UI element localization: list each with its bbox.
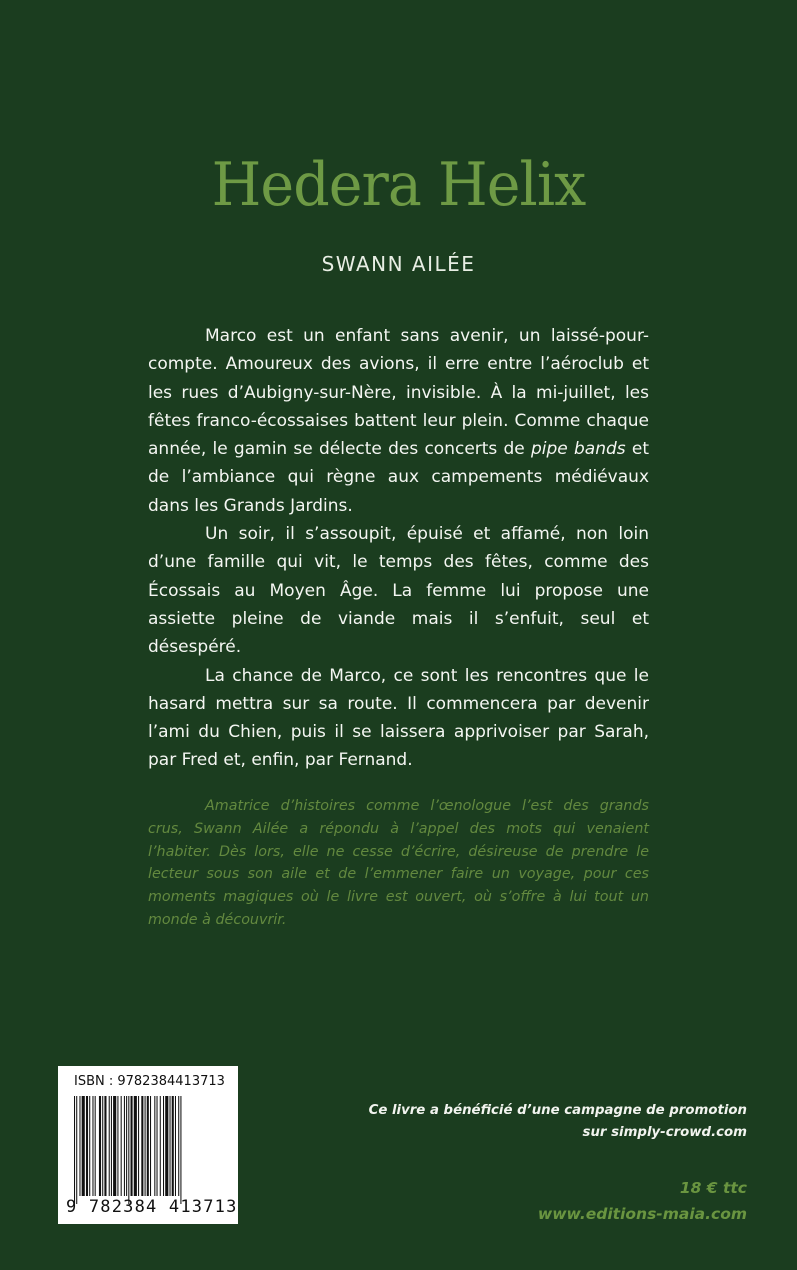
synopsis-p1-part-b: et de l’ambiance qui règne aux campements médiévaux dans les Grands Jardins. (148, 439, 649, 516)
book-title: Hedera Helix (211, 150, 586, 220)
synopsis-paragraph-3: La chance de Marco, ce sont les rencontres que le hasard mettra sur sa route. Il commencera par devenir l’ami du Chien, puis il se laissera apprivoiser par Sarah, par Fred et, enfin, par Fernand. (148, 665, 649, 771)
synopsis-paragraph-2: Un soir, il s’assoupit, épuisé et affamé, non loin d’une famille qui vit, le temps des fêtes, comme des Écossais au Moyen Âge. La femme lui propose une assiette pleine de viande mais il s’enfuit, seul et désespéré. (148, 524, 649, 658)
price: 18 € ttc (679, 1179, 747, 1197)
promotion-line-1: Ce livre a bénéficié d’une campagne de promotion (368, 1103, 747, 1118)
book-author: SWANN AILÉE (321, 252, 476, 276)
isbn-barcode (58, 1066, 238, 1224)
promotion-line-2: sur simply-crowd.com (582, 1124, 747, 1140)
synopsis-p1-emphasis: pipe bands (531, 439, 626, 460)
author-bio: Amatrice d’histoires comme l’œnologue l’est des grands crus, Swann Ailée a répondu à l’appel des mots qui venaient l’habiter. Dès lors, elle ne cesse d’écrire, désireuse de prendre le lecteur sous son aile et de l’emmener faire un voyage, pour ces moments magiques où le livre est ouvert, où s’offre à lui tout un monde à découvrir. (148, 798, 649, 928)
synopsis-p1-part-a: Marco est un enfant sans avenir, un laissé-pour-compte. Amoureux des avions, il erre entre l’aéroclub et les rues d’Aubigny-sur-Nère, invisible. À la mi-juillet, les fêtes franco-écossaises battent leur plein. Comme chaque année, le gamin se délecte des concerts de (148, 326, 649, 460)
publisher-website: www.editions-maia.com (537, 1205, 747, 1223)
barcode-digits: 9 782384 413713 (66, 1197, 238, 1217)
barcode-bars-icon (74, 1096, 230, 1204)
promotion-notice (327, 1100, 747, 1143)
isbn-label: ISBN : 9782384413713 (74, 1074, 225, 1089)
synopsis (148, 322, 649, 775)
price-block (538, 1175, 747, 1227)
synopsis-paragraph-1 (148, 322, 649, 520)
